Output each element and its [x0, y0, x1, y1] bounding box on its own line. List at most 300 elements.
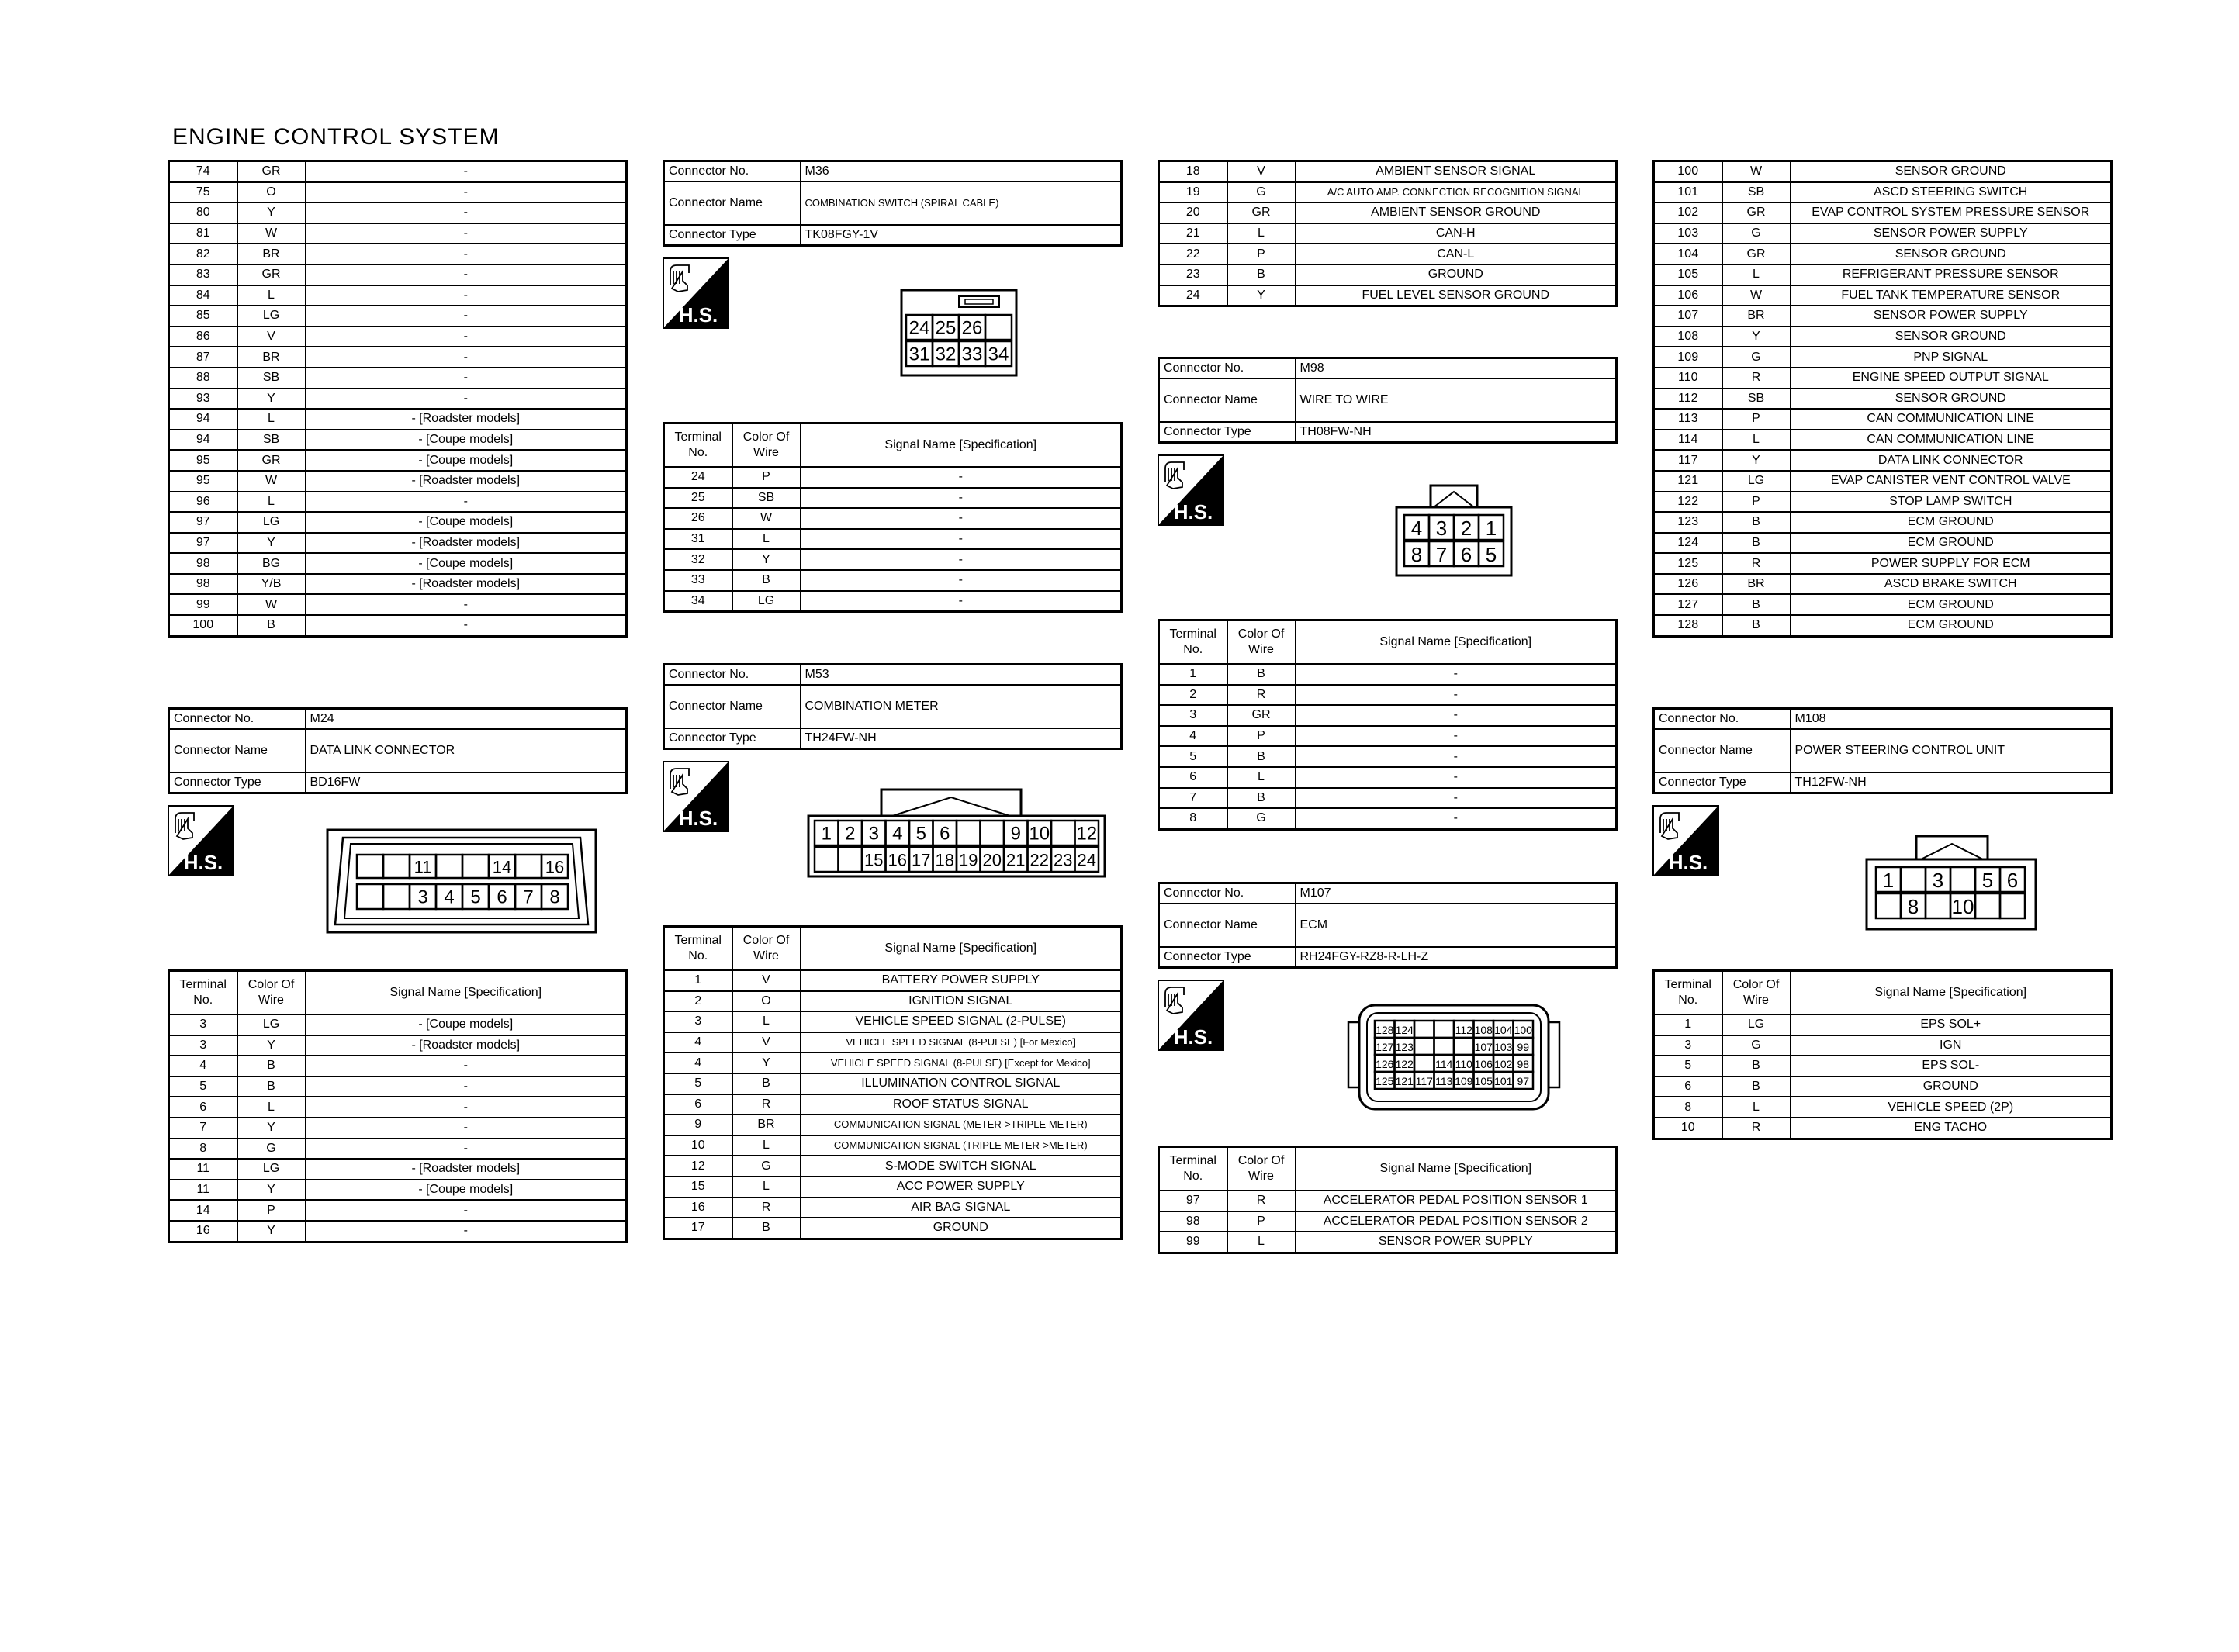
- pin-label: 3: [1435, 517, 1448, 540]
- signal-name: -: [306, 1056, 627, 1077]
- terminal-no: 105: [1654, 264, 1722, 285]
- terminal-no: 14: [169, 1200, 237, 1221]
- terminal-no: 99: [169, 594, 237, 615]
- terminal-no: 121: [1654, 471, 1722, 492]
- signal-name: -: [306, 285, 627, 306]
- wire-color: B: [237, 1077, 306, 1097]
- terminal-no: 2: [1159, 685, 1227, 706]
- signal-name: ENGINE SPEED OUTPUT SIGNAL: [1791, 368, 2112, 389]
- wire-color: P: [1227, 244, 1296, 264]
- connector-face-m108: [1865, 831, 2037, 931]
- pin-label: 5: [470, 886, 481, 908]
- signal-name: COMMUNICATION SIGNAL (TRIPLE METER->METER): [801, 1135, 1122, 1156]
- signal-name: -: [306, 1118, 627, 1139]
- table-row: [169, 1077, 627, 1097]
- connector-face-m36: [900, 289, 1018, 377]
- table-row: [664, 570, 1122, 591]
- terminal-no-header: Terminal No.: [1159, 1147, 1227, 1191]
- wire-table-m108: [1652, 969, 2113, 1140]
- terminal-no: 75: [169, 182, 237, 203]
- wire-color: GR: [237, 161, 306, 182]
- pin-label: 3: [417, 886, 428, 908]
- table-row: [169, 244, 627, 264]
- connector-name-value: ECM: [1296, 904, 1617, 947]
- wire-color: GR: [1227, 202, 1296, 223]
- pin-label: 12: [1076, 823, 1098, 845]
- table-row: [664, 1011, 1122, 1032]
- signal-name: - [Roadster models]: [306, 574, 627, 595]
- wire-color: L: [237, 285, 306, 306]
- terminal-no: 97: [169, 512, 237, 533]
- table-row: [169, 202, 627, 223]
- terminal-no: 16: [664, 1198, 732, 1218]
- connector-no-value: M107: [1296, 883, 1617, 904]
- pin-label: 6: [497, 886, 507, 908]
- wire-table-m98: [1158, 619, 1618, 831]
- table-row: [169, 1097, 627, 1118]
- wire-color: B: [1722, 615, 1791, 636]
- signal-name: -: [306, 223, 627, 244]
- wire-color: LG: [1722, 471, 1791, 492]
- terminal-no: 101: [1654, 182, 1722, 203]
- wire-color: B: [237, 615, 306, 636]
- terminal-no: 6: [1654, 1077, 1722, 1097]
- wire-color: B: [1722, 533, 1791, 554]
- connector-type-label: Connector Type: [1654, 772, 1791, 793]
- wire-color: L: [1227, 767, 1296, 788]
- terminal-no: 20: [1159, 202, 1227, 223]
- terminal-no: 95: [169, 471, 237, 492]
- wire-color: B: [1722, 1077, 1791, 1097]
- wire-color: W: [237, 471, 306, 492]
- table-row: [169, 1056, 627, 1077]
- signal-name: -: [306, 1077, 627, 1097]
- terminal-no: 94: [169, 430, 237, 451]
- connector-face-m53: [807, 785, 1106, 878]
- signal-name: VEHICLE SPEED SIGNAL (8-PULSE) [Except for Mexico]: [801, 1052, 1122, 1073]
- terminal-no: 124: [1654, 533, 1722, 554]
- wire-color: G: [1227, 808, 1296, 829]
- table-row: [1159, 705, 1617, 726]
- table-row: [664, 1177, 1122, 1198]
- signal-name: ECM GROUND: [1791, 594, 2112, 615]
- terminal-no: 32: [664, 549, 732, 570]
- terminal-no: 97: [169, 533, 237, 554]
- signal-name: ECM GROUND: [1791, 615, 2112, 636]
- terminal-no: 110: [1654, 368, 1722, 389]
- color-of-wire-header: Color Of Wire: [237, 971, 306, 1015]
- pin-label: 103: [1494, 1041, 1513, 1053]
- signal-name: CAN-H: [1296, 223, 1617, 244]
- signal-name: SENSOR POWER SUPPLY: [1791, 223, 2112, 244]
- table-row: [169, 492, 627, 513]
- table-row: [169, 285, 627, 306]
- terminal-no: 6: [1159, 767, 1227, 788]
- table-row: [1654, 244, 2112, 264]
- table-row: [169, 1014, 627, 1035]
- pin-label: 124: [1395, 1024, 1414, 1036]
- terminal-no: 3: [1654, 1035, 1722, 1056]
- connector-face-m24: [326, 828, 597, 934]
- table-row: [1654, 389, 2112, 410]
- connector-type-label: Connector Type: [1159, 947, 1296, 968]
- signal-name: -: [801, 549, 1122, 570]
- signal-name: - [Coupe models]: [306, 430, 627, 451]
- table-row: [1159, 664, 1617, 685]
- signal-name: -: [801, 591, 1122, 612]
- wire-color: Y: [732, 549, 801, 570]
- terminal-no: 99: [1159, 1232, 1227, 1253]
- signal-name: -: [306, 327, 627, 347]
- harness-side-icon: [1158, 980, 1224, 1051]
- wire-color: Y: [237, 1180, 306, 1201]
- table-row: [1159, 1232, 1617, 1253]
- wire-color: LG: [237, 306, 306, 327]
- connector-latch-inner: [1921, 844, 1983, 859]
- hs-label: H.S.: [1173, 1025, 1213, 1049]
- table-row: [169, 1159, 627, 1180]
- table-row: [1159, 808, 1617, 829]
- table-row: [1159, 161, 1617, 182]
- table-row: [169, 574, 627, 595]
- table-row: [664, 1073, 1122, 1094]
- signal-name: ECM GROUND: [1791, 512, 2112, 533]
- signal-name: AIR BAG SIGNAL: [801, 1198, 1122, 1218]
- signal-name-header: Signal Name [Specification]: [1296, 1147, 1617, 1191]
- terminal-no: 126: [1654, 574, 1722, 595]
- signal-name: -: [1296, 685, 1617, 706]
- wire-color: V: [1227, 161, 1296, 182]
- pin-cell: [981, 821, 1005, 845]
- table-row: [1159, 182, 1617, 203]
- wire-color: GR: [1722, 202, 1791, 223]
- pin-label: 24: [908, 317, 930, 339]
- terminal-no: 74: [169, 161, 237, 182]
- wire-color: B: [1227, 746, 1296, 767]
- pin-cell: [1926, 893, 1950, 918]
- pin-label: 26: [961, 317, 983, 339]
- table-row: [1654, 492, 2112, 513]
- signal-name: SENSOR GROUND: [1791, 389, 2112, 410]
- pin-label: 100: [1514, 1024, 1532, 1036]
- wire-color: LG: [237, 1014, 306, 1035]
- signal-name: -: [1296, 767, 1617, 788]
- table-row: [664, 1135, 1122, 1156]
- signal-name: DATA LINK CONNECTOR: [1791, 450, 2112, 471]
- pin-cell: [1434, 1038, 1455, 1055]
- terminal-no: 98: [169, 553, 237, 574]
- table-row: [169, 182, 627, 203]
- pin-label: 6: [2006, 869, 2019, 892]
- wire-color: GR: [237, 264, 306, 285]
- wire-color: Y: [237, 389, 306, 410]
- signal-name: - [Coupe models]: [306, 553, 627, 574]
- signal-name: - [Roadster models]: [306, 1035, 627, 1056]
- signal-name: VEHICLE SPEED SIGNAL (8-PULSE) [For Mexico]: [801, 1032, 1122, 1053]
- signal-name: SENSOR POWER SUPPLY: [1296, 1232, 1617, 1253]
- terminal-no: 11: [169, 1180, 237, 1201]
- signal-name: IGNITION SIGNAL: [801, 991, 1122, 1012]
- pin-label: 113: [1435, 1075, 1453, 1087]
- pin-label: 2: [1460, 517, 1472, 540]
- terminal-no: 31: [664, 529, 732, 550]
- wire-color: L: [237, 492, 306, 513]
- table-row: [664, 488, 1122, 509]
- terminal-no: 21: [1159, 223, 1227, 244]
- wire-color: L: [1722, 264, 1791, 285]
- connector-name-value: POWER STEERING CONTROL UNIT: [1791, 729, 2112, 772]
- pin-label: 18: [935, 850, 954, 870]
- terminal-no: 81: [169, 223, 237, 244]
- signal-name: CAN COMMUNICATION LINE: [1791, 409, 2112, 430]
- color-of-wire-header: Color Of Wire: [1227, 1147, 1296, 1191]
- signal-name: SENSOR GROUND: [1791, 327, 2112, 347]
- pin-label: 97: [1517, 1075, 1530, 1087]
- connector-name-label: Connector Name: [1159, 378, 1296, 422]
- table-row: [169, 1035, 627, 1056]
- pin-cell: [1414, 1038, 1434, 1055]
- terminal-no: 97: [1159, 1191, 1227, 1211]
- table-row: [169, 409, 627, 430]
- wire-color: W: [237, 223, 306, 244]
- signal-name: - [Coupe models]: [306, 512, 627, 533]
- terminal-no: 5: [1654, 1056, 1722, 1077]
- signal-name: PNP SIGNAL: [1791, 347, 2112, 368]
- terminal-no: 24: [664, 467, 732, 488]
- signal-name: -: [801, 508, 1122, 529]
- table-row: [1654, 347, 2112, 368]
- signal-name: ASCD STEERING SWITCH: [1791, 182, 2112, 203]
- pin-label: 15: [864, 850, 884, 870]
- table-row: [1654, 1077, 2112, 1097]
- wire-color: Y: [237, 1035, 306, 1056]
- color-of-wire-header: Color Of Wire: [732, 927, 801, 971]
- pin-label: 4: [444, 886, 455, 908]
- signal-name: -: [306, 264, 627, 285]
- pin-label: 8: [1410, 543, 1423, 566]
- wire-color: LG: [237, 1159, 306, 1180]
- signal-name: IGN: [1791, 1035, 2112, 1056]
- pin-cell: [357, 884, 383, 909]
- pin-cell: [383, 884, 410, 909]
- signal-name: VEHICLE SPEED (2P): [1791, 1097, 2112, 1118]
- wire-color: L: [1227, 223, 1296, 244]
- pin-label: 25: [935, 317, 957, 339]
- terminal-no: 103: [1654, 223, 1722, 244]
- harness-side-icon: [1158, 454, 1224, 526]
- signal-name: AMBIENT SENSOR SIGNAL: [1296, 161, 1617, 182]
- page-title: ENGINE CONTROL SYSTEM: [172, 124, 500, 150]
- terminal-no: 8: [1159, 808, 1227, 829]
- table-row: [1159, 285, 1617, 306]
- signal-name: - [Coupe models]: [306, 1014, 627, 1035]
- connector-latch-inner: [965, 299, 993, 304]
- pin-label: 8: [549, 886, 560, 908]
- connector-info-m98: [1158, 357, 1618, 444]
- terminal-no: 7: [1159, 788, 1227, 809]
- terminal-no: 109: [1654, 347, 1722, 368]
- table-row: [1654, 615, 2112, 636]
- signal-name: VEHICLE SPEED SIGNAL (2-PULSE): [801, 1011, 1122, 1032]
- signal-name: COMMUNICATION SIGNAL (METER->TRIPLE METER): [801, 1115, 1122, 1135]
- table-row: [664, 591, 1122, 612]
- pin-label: 6: [1460, 543, 1472, 566]
- terminal-no: 102: [1654, 202, 1722, 223]
- signal-name: - [Roadster models]: [306, 471, 627, 492]
- table-row: [169, 430, 627, 451]
- terminal-no: 2: [664, 991, 732, 1012]
- wire-color: G: [1227, 182, 1296, 203]
- wire-color: R: [732, 1198, 801, 1218]
- wire-color: O: [237, 182, 306, 203]
- pin-label: 8: [1907, 895, 1919, 918]
- signal-name: -: [1296, 664, 1617, 685]
- hs-label: H.S.: [678, 807, 718, 830]
- pin-cell: [839, 847, 863, 872]
- terminal-no: 15: [664, 1177, 732, 1198]
- table-row: [664, 1094, 1122, 1115]
- table-row: [1159, 1191, 1617, 1211]
- terminal-no: 25: [664, 488, 732, 509]
- table-row: [1654, 285, 2112, 306]
- connector-name-value: COMBINATION METER: [801, 685, 1122, 728]
- pin-label: 7: [1435, 543, 1448, 566]
- pin-label: 3: [1932, 869, 1944, 892]
- wire-color: B: [1227, 788, 1296, 809]
- terminal-no: 3: [169, 1035, 237, 1056]
- connector-outline: [327, 830, 596, 932]
- terminal-no: 1: [1654, 1014, 1722, 1035]
- terminal-no-header: Terminal No.: [664, 423, 732, 468]
- wire-color: GR: [237, 450, 306, 471]
- terminal-no: 98: [1159, 1211, 1227, 1232]
- wire-color: R: [732, 1094, 801, 1115]
- pin-label: 9: [1010, 823, 1021, 845]
- pin-label: 4: [1410, 517, 1423, 540]
- terminal-no-header: Terminal No.: [1159, 620, 1227, 665]
- signal-name: CAN COMMUNICATION LINE: [1791, 430, 2112, 451]
- signal-name: - [Roadster models]: [306, 409, 627, 430]
- pin-label: 5: [1981, 869, 1994, 892]
- signal-name: ACC POWER SUPPLY: [801, 1177, 1122, 1198]
- hand-icon: [1660, 813, 1679, 839]
- wire-color: BR: [732, 1115, 801, 1135]
- pin-cell: [957, 821, 981, 845]
- wire-color: BR: [1722, 306, 1791, 327]
- wire-color: L: [237, 1097, 306, 1118]
- pin-label: 17: [912, 850, 931, 870]
- wire-color: B: [732, 1218, 801, 1239]
- wire-color: P: [1227, 1211, 1296, 1232]
- connector-no-label: Connector No.: [1159, 358, 1296, 379]
- wire-color: SB: [732, 488, 801, 509]
- harness-side-icon: [663, 257, 729, 329]
- terminal-no: 83: [169, 264, 237, 285]
- wire-color: W: [732, 508, 801, 529]
- table-row: [1159, 264, 1617, 285]
- pin-label: 14: [492, 857, 512, 877]
- terminal-no: 5: [169, 1077, 237, 1097]
- pin-label: 5: [915, 823, 926, 845]
- wire-color: R: [1227, 685, 1296, 706]
- wire-color: V: [732, 1032, 801, 1053]
- signal-name: GROUND: [1791, 1077, 2112, 1097]
- signal-name: GROUND: [801, 1218, 1122, 1239]
- connector-latch-inner: [892, 797, 1010, 816]
- signal-name: -: [801, 488, 1122, 509]
- terminal-no: 100: [1654, 161, 1722, 182]
- pin-label: 16: [545, 857, 565, 877]
- terminal-no: 9: [664, 1115, 732, 1135]
- signal-name-header: Signal Name [Specification]: [306, 971, 627, 1015]
- pin-label: 123: [1395, 1041, 1414, 1053]
- pin-label: 32: [935, 344, 957, 365]
- connector-face-m98: [1395, 481, 1513, 577]
- table-row: [664, 508, 1122, 529]
- wire-table-m107: [1158, 1146, 1618, 1254]
- wire-table-m24: [168, 969, 628, 1243]
- terminal-no: 5: [1159, 746, 1227, 767]
- wire-color: B: [732, 570, 801, 591]
- wire-color: B: [1722, 594, 1791, 615]
- wire-color: B: [1227, 664, 1296, 685]
- terminal-no: 18: [1159, 161, 1227, 182]
- pin-label: 109: [1455, 1075, 1473, 1087]
- signal-name: POWER SUPPLY FOR ECM: [1791, 553, 2112, 574]
- table-row: [664, 549, 1122, 570]
- pin-label: 122: [1395, 1058, 1414, 1070]
- pin-label: 107: [1474, 1041, 1493, 1053]
- pin-label: 108: [1474, 1024, 1493, 1036]
- table-row: [1654, 368, 2112, 389]
- connector-no-label: Connector No.: [169, 709, 306, 730]
- wire-color: GR: [1227, 705, 1296, 726]
- pin-label: 22: [1030, 850, 1049, 870]
- signal-name: STOP LAMP SWITCH: [1791, 492, 2112, 513]
- terminal-no: 106: [1654, 285, 1722, 306]
- table-row: [169, 327, 627, 347]
- pin-label: 10: [1951, 895, 1974, 918]
- pin-cell: [1975, 893, 2000, 918]
- terminal-no: 85: [169, 306, 237, 327]
- pin-cell: [1414, 1021, 1434, 1038]
- table-row: [169, 533, 627, 554]
- terminal-no: 86: [169, 327, 237, 347]
- connector-no-value: M98: [1296, 358, 1617, 379]
- table-row: [1654, 594, 2112, 615]
- wire-table-col3: [1158, 160, 1618, 307]
- pin-label: 23: [1054, 850, 1073, 870]
- signal-name: -: [306, 347, 627, 368]
- signal-name: BATTERY POWER SUPPLY: [801, 970, 1122, 991]
- terminal-no: 95: [169, 450, 237, 471]
- signal-name: -: [306, 182, 627, 203]
- table-row: [1654, 1035, 2112, 1056]
- terminal-no: 5: [664, 1073, 732, 1094]
- wire-color: B: [1722, 512, 1791, 533]
- table-row: [169, 1139, 627, 1160]
- wire-color: V: [732, 970, 801, 991]
- signal-name: FUEL LEVEL SENSOR GROUND: [1296, 285, 1617, 306]
- signal-name: EPS SOL+: [1791, 1014, 2112, 1035]
- table-row: [169, 615, 627, 636]
- wire-table-m36: [663, 422, 1123, 613]
- signal-name: -: [1296, 746, 1617, 767]
- wire-color: W: [237, 594, 306, 615]
- pin-label: 98: [1517, 1058, 1530, 1070]
- connector-shroud: [335, 838, 588, 924]
- terminal-no: 125: [1654, 553, 1722, 574]
